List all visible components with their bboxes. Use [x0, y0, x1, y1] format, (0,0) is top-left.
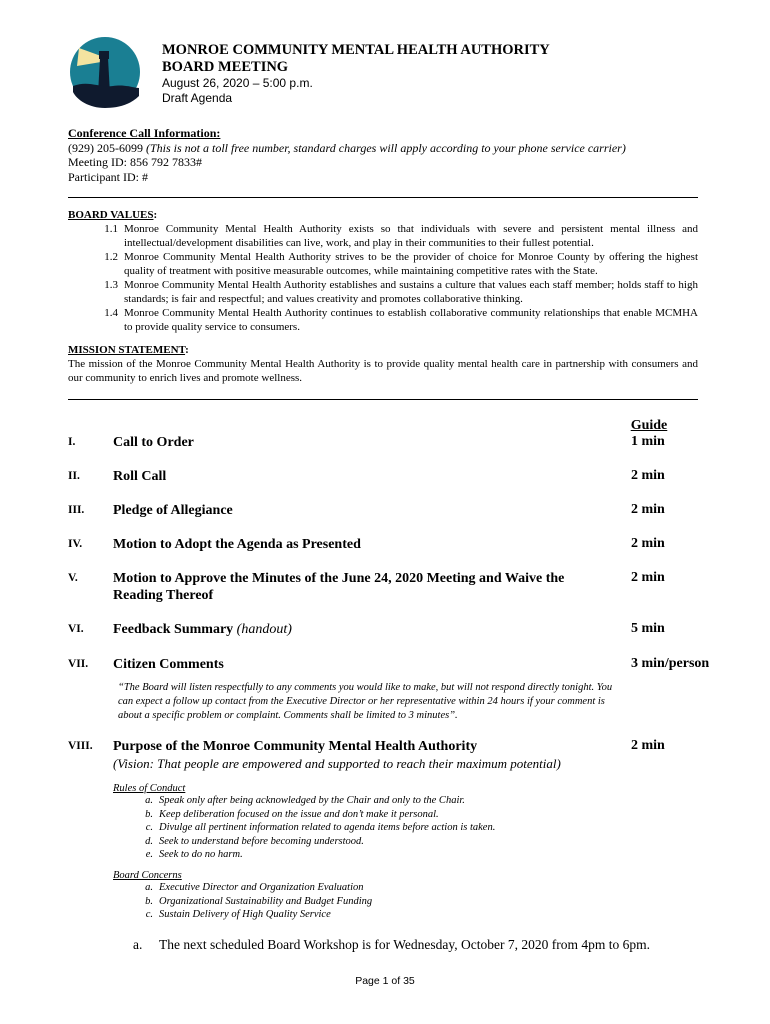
- value-item: 1.4 Monroe Community Mental Health Authority continues to establish collaborative community relationships that enable MCMHA to provide quality service to consumers.: [104, 307, 698, 333]
- header-subtitle: [162, 76, 313, 106]
- rules-heading: Rules of Conduct: [113, 783, 186, 794]
- value-item: 1.2 Monroe Community Mental Health Authority strives to be the provider of choice for Monroe County by offering the highest quality of treatment with positive measurable outcomes, while maintaining competitive rates with the State.: [104, 251, 698, 277]
- list-item: d. Seek to understand before becoming understood.: [145, 835, 364, 847]
- conference-info: [68, 126, 626, 184]
- mission-text: The mission of the Monroe Community Mental Health Authority is to provide quality mental health care in partnership with consumers and our community to enrich lives and promote wellness.: [68, 358, 698, 384]
- guide-heading: Guide: [630, 418, 668, 433]
- rules-of-conduct: [113, 783, 495, 862]
- handout-note: (handout): [236, 622, 292, 637]
- mission-heading: MISSION STATEMENT: [68, 344, 186, 356]
- divider: [68, 197, 698, 198]
- conference-phone: (929) 205-6099: [68, 140, 143, 155]
- participant-id: Participant ID: #: [68, 169, 148, 184]
- list-item: b. Organizational Sustainability and Budget Funding: [145, 895, 373, 907]
- list-item: b. Keep deliberation focused on the issue and don’t make it personal.: [145, 808, 439, 820]
- meeting-id: Meeting ID: 856 792 7833#: [68, 155, 202, 169]
- divider: [68, 399, 698, 400]
- next-workshop: a. The next scheduled Board Workshop is for Wednesday, October 7, 2020 from 4pm to 6pm.: [133, 937, 650, 952]
- meeting-date: August 26, 2020 – 5:00 p.m.: [162, 76, 313, 90]
- conference-phone-note: (This is not a toll free number, standard charges will apply according to your phone service carrier): [146, 140, 626, 155]
- list-item: c. Sustain Delivery of High Quality Service: [145, 909, 331, 920]
- page-number: Page 1 of 35: [355, 975, 415, 987]
- list-item: a. Speak only after being acknowledged by the Chair and only to the Chair.: [145, 795, 465, 806]
- citizen-quote: “The Board will listen respectfully to any comments you would like to make, but will not respond directly tonight. You can expect a follow up contact from the Executive Director or her representative within 24 hours if your comment is about a specific problem or complaint. Comments shall be limited to 3 minutes”.: [118, 682, 613, 721]
- board-values: BOARD VALUES: 1.1 Monroe Community Mental Health Authority exists so that individuals with severe and persistent mental illness and intellectual/development disabilities can live, work, and play in their communities to their fullest potential. 1.2 Monroe Community Mental Health Authority strives to be the provider of choice for Monroe County by offering the highest quality of treatment with positive measurable outcomes, while maintaining competitive rates with the State. 1.3 Monroe Community Mental Health Authority establishes and sustains a culture that values each staff member; holds staff to high standards; is fair and respectful; and values creativity and promotes collaborative thinking. 1.4 Monroe Community Mental Health Authority continues to establish collaborative community relationships that enable MCMHA to provide quality service to consumers.: [68, 209, 698, 333]
- value-item: 1.1 Monroe Community Mental Health Authority exists so that individuals with severe and persistent mental illness and intellectual/development disabilities can live, work, and play in their communities to their fullest potential.: [104, 223, 698, 249]
- header-title: [162, 42, 550, 76]
- org-name: MONROE COMMUNITY MENTAL HEALTH AUTHORITY: [162, 42, 550, 58]
- mission-statement: MISSION STATEMENT: The mission of the Monroe Community Mental Health Authority is to provide quality mental health care in partnership with consumers and our community to enrich lives and promote wellness.: [68, 344, 698, 384]
- lighthouse-logo: [69, 36, 141, 108]
- values-heading: BOARD VALUES: [68, 209, 154, 221]
- conference-heading: Conference Call Information:: [68, 126, 221, 140]
- vision-statement: (Vision: That people are empowered and supported to reach their maximum potential): [113, 756, 561, 771]
- list-item: e. Seek to do no harm.: [145, 849, 243, 860]
- value-item: 1.3 Monroe Community Mental Health Authority establishes and sustains a culture that values each staff member; holds staff to high standards; is fair and respectful; and values creativity and promotes collaborative thinking.: [104, 279, 698, 305]
- list-item: a. Executive Director and Organization Evaluation: [145, 882, 364, 893]
- doc-type: Draft Agenda: [162, 91, 233, 105]
- board-concerns: [113, 870, 372, 922]
- meeting-name: BOARD MEETING: [162, 59, 289, 75]
- list-item: c. Divulge all pertinent information related to agenda items before action is taken.: [145, 822, 496, 833]
- concerns-heading: Board Concerns: [113, 870, 182, 881]
